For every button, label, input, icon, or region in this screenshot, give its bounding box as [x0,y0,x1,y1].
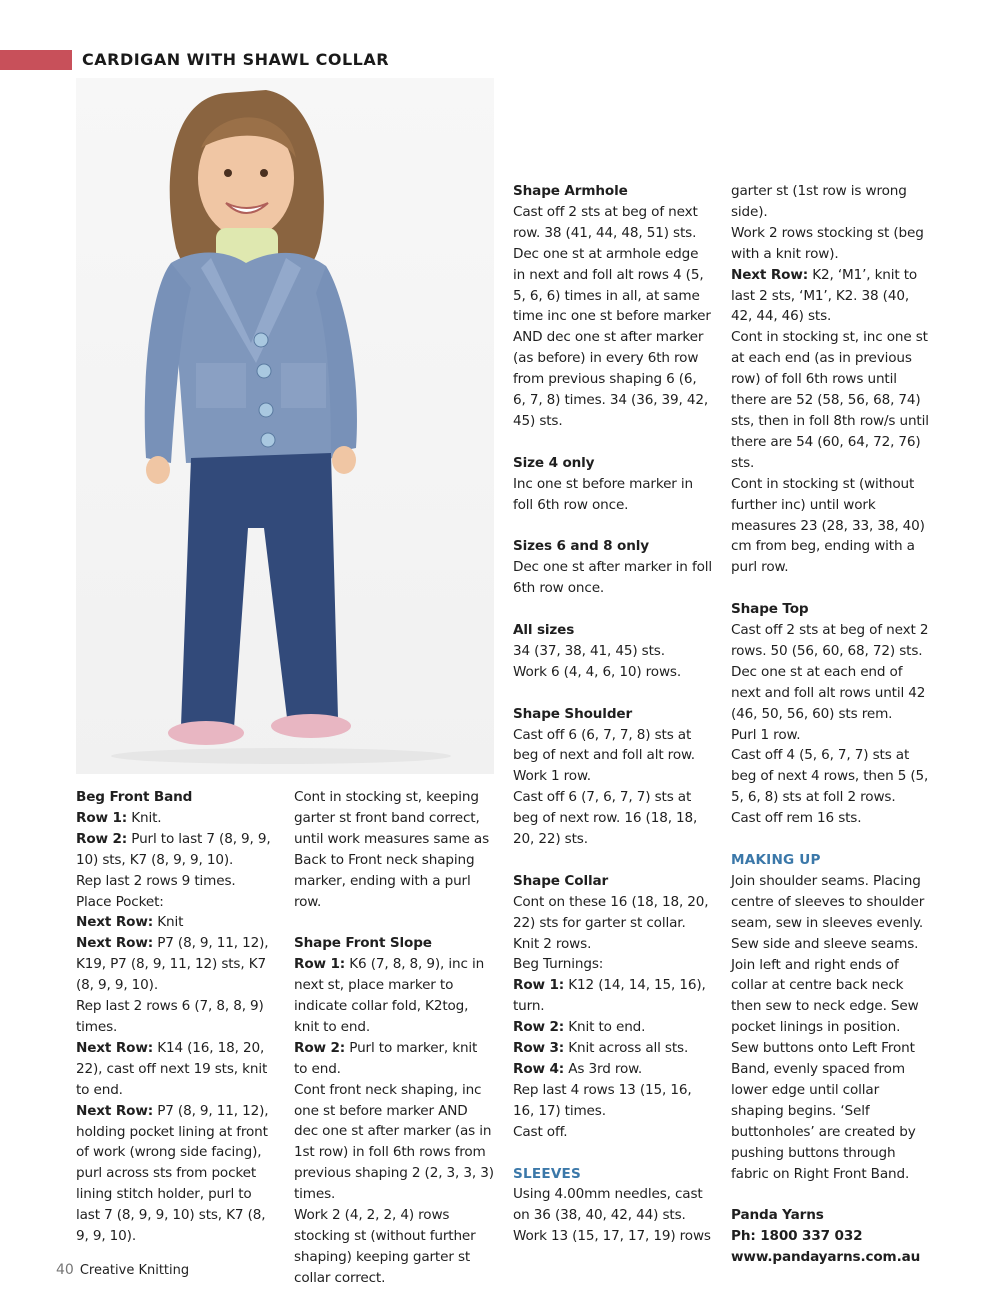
girl-in-cardigan-illustration [76,78,494,774]
instruction: Rep last 4 rows 13 (15, 16, 16, 17) times. [513,1081,692,1119]
instruction: Row 3: Knit across all sts. [513,1040,689,1057]
instruction: Next Row: P7 (8, 9, 11, 12), holding pocket lining at front of work (wrong side facing), purl across sts from pocket lining stitch holder, purl to last 7 (8, 9, 9, 10) sts, K7 (8, 9, 9, 10). [76,1102,269,1245]
heading-sleeves: SLEEVES [513,1165,582,1182]
page-title: CARDIGAN WITH SHAWL COLLAR [82,50,390,69]
instruction: Row 2: Purl to marker, knit to end. [294,1039,478,1077]
heading-sizes-6-8-only: Sizes 6 and 8 only [513,538,649,555]
brand-name: Panda Yarns [731,1207,824,1224]
instruction: Row 2: Purl to last 7 (8, 9, 9, 10) sts, K7 (8, 9, 9, 10). [76,830,271,868]
instruction: Next Row: K14 (16, 18, 20, 22), cast off next 19 sts, knit to end. [76,1039,268,1098]
instruction: Rep last 2 rows 9 times. [76,872,236,889]
instruction: Next Row: Knit [76,914,184,931]
heading-beg-front-band: Beg Front Band [76,789,193,805]
instruction: Cast off 4 (5, 6, 7, 7) sts at beg of next 4 rows, then 5 (5, 5, 6, 8) sts at foll 2 rows. [731,747,929,806]
instruction: Cast off 6 (6, 7, 7, 8) sts at beg of next and foll alt row. [513,726,695,764]
heading-shape-shoulder: Shape Shoulder [513,705,633,722]
instruction: Work 2 (4, 2, 2, 4) rows stocking st (without further shaping) keeping garter st collar correct. [294,1207,476,1286]
instruction: Cast off 2 sts at beg of next row. 38 (41, 44, 48, 51) sts. Dec one st at armhole edge in next and foll alt rows 4 (5, 5, 6, 6) times in all, at same time inc one st before marker AND dec one st after marker (as before) in every 6th row from previous shaping 6 (6, 6, 7, 8) times. 34 (36, 39, 42, 45) sts. [513,203,711,429]
instruction: Place Pocket: [76,893,164,910]
column-4 [731,181,931,1268]
column-1 [76,787,276,1247]
instruction: Row 1: K6 (7, 8, 8, 9), inc in next st, place marker to indicate collar fold, K2tog, knit to end. [294,956,485,1035]
instruction: Next Row: P7 (8, 9, 11, 12), K19, P7 (8, 9, 11, 12) sts, K7 (8, 9, 9, 10). [76,935,269,994]
instruction: Rep last 2 rows 6 (7, 8, 8, 9) times. [76,998,264,1035]
instruction: Cont in stocking st (without further inc) until work measures 23 (28, 33, 38, 40) cm from beg, ending with a purl row. [731,475,925,576]
instruction: Using 4.00mm needles, cast on 36 (38, 40, 42, 44) sts. [513,1186,703,1224]
instruction: garter st (1st row is wrong side). [731,183,907,220]
instruction: Row 1: Knit. [76,809,162,826]
publication-name: Creative Knitting [79,1263,190,1278]
instruction: Work 13 (15, 17, 17, 19) rows [513,1228,711,1245]
column-3 [513,181,713,1247]
instruction: Row 2: Knit to end. [513,1019,646,1036]
instruction: Cont in stocking st, keeping garter st front band correct, until work measures same as Back to Front neck shaping marker, ending with a purl row. [294,789,490,910]
instruction: Work 2 rows stocking st (beg with a knit row). [731,224,924,262]
instruction: Knit 2 rows. [513,935,592,952]
instruction: Cast off 6 (7, 6, 7, 7) sts at beg of next row. 16 (18, 18, 20, 22) sts. [513,789,698,848]
brand-phone: Ph: 1800 337 032 [731,1228,863,1245]
instruction: Work 6 (4, 4, 6, 10) rows. [513,663,682,680]
page-footer [56,1262,189,1279]
heading-shape-top: Shape Top [731,601,809,618]
column-2 [294,787,494,1289]
instruction: Cont on these 16 (18, 18, 20, 22) sts for garter st collar. [513,893,709,931]
instruction: 34 (37, 38, 41, 45) sts. [513,642,665,659]
instruction: Cast off 2 sts at beg of next 2 rows. 50 (56, 60, 68, 72) sts. [731,622,929,659]
instruction: Inc one st before marker in foll 6th row once. [513,475,694,513]
heading-shape-armhole: Shape Armhole [513,183,628,199]
instruction: Next Row: K2, ‘M1’, knit to last 2 sts, ‘M1’, K2. 38 (40, 42, 44, 46) sts. [731,266,918,325]
heading-making-up: MAKING UP [731,851,821,868]
instruction: Work 1 row. [513,768,591,785]
header-accent-bar [0,50,72,70]
heading-shape-collar: Shape Collar [513,872,609,889]
instruction: Join shoulder seams. Placing centre of sleeves to shoulder seam, sew in sleeves evenly. Sew side and sleeve seams. Join left and right ends of collar at centre back neck then sew to neck edge. Sew pocket linings in position. Sew buttons onto Left Front Band, evenly spaced from lower edge until collar shaping begins. ‘Self buttonholes’ are created by pushing buttons through fabric on Right Front Band. [731,872,925,1182]
instruction: Dec one st after marker in foll 6th row once. [513,559,712,597]
instruction: Dec one st at each end of next and foll alt rows until 42 (46, 50, 56, 60) sts rem. [731,663,926,722]
instruction: Cast off rem 16 sts. [731,810,862,827]
heading-shape-front-slope: Shape Front Slope [294,935,432,952]
instruction: Row 4: As 3rd row. [513,1060,643,1077]
heading-all-sizes: All sizes [513,621,575,638]
brand-url[interactable]: www.pandayarns.com.au [731,1249,921,1266]
instruction: Cont front neck shaping, inc one st before marker AND dec one st after marker (as in 1st row) in foll 6th rows from previous shaping 2 (2, 3, 3, 3) times. [294,1081,494,1203]
product-photo [76,78,494,774]
heading-size-4-only: Size 4 only [513,454,595,471]
instruction: Purl 1 row. [731,726,801,743]
instruction: Row 1: K12 (14, 14, 15, 16), turn. [513,977,706,1015]
instruction: Cast off. [513,1123,568,1140]
instruction: Cont in stocking st, inc one st at each end (as in previous row) of foll 6th rows until there are 52 (58, 56, 68, 74) sts, then in foll 8th row/s until there are 54 (60, 64, 72, 76) sts. [731,329,929,471]
instruction: Beg Turnings: [513,956,604,973]
page-number: 40 [56,1262,74,1278]
